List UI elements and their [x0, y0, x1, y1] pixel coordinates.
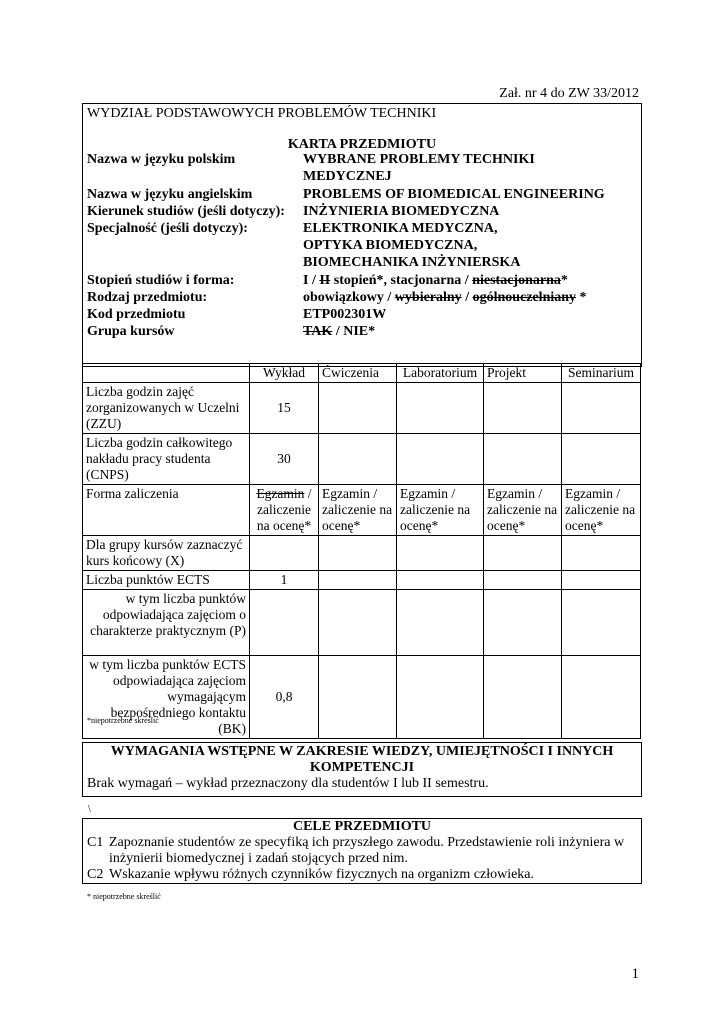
- label-course-group: Grupa kursów: [87, 324, 175, 339]
- value-degree: I / II stopień*, stacjonarna / niestacjonarna*: [303, 273, 568, 288]
- header-seminar: Seminarium: [562, 364, 641, 383]
- table-row: [83, 383, 641, 434]
- cell-form-exercises: Egzamin / zaliczenie na ocenę*: [319, 485, 397, 536]
- label-name-en: Nazwa w języku angielskim: [87, 187, 253, 202]
- faculty-name: WYDZIAŁ PODSTAWOWYCH PROBLEMÓW TECHNIKI: [87, 106, 437, 121]
- header-empty: [83, 364, 250, 383]
- table-row: [83, 590, 641, 656]
- hours-table: [82, 363, 641, 739]
- card-title: KARTA PRZEDMIOTU: [287, 137, 437, 152]
- value-specialty-2: OPTYKA BIOMEDYCZNA,: [303, 238, 478, 253]
- requirements-text: Brak wymagań – wykład przeznaczony dla studentów I lub II semestru.: [87, 776, 489, 791]
- cell-form-laboratory: Egzamin / zaliczenie na ocenę*: [397, 485, 484, 536]
- goal-item: [83, 835, 641, 867]
- course-card-header: [82, 103, 642, 367]
- row-label-zzu: Liczba godzin zajęć zorganizowanych w Uczelni (ZZU): [83, 383, 250, 434]
- table-row: [83, 536, 641, 571]
- requirements-heading: WYMAGANIA WSTĘPNE W ZAKRESIE WIEDZY, UMIEJĘTNOŚCI I INNYCH KOMPETENCJI: [110, 744, 614, 775]
- table-row: [83, 485, 641, 536]
- value-specialty-1: ELEKTRONIKA MEDYCZNA,: [303, 221, 498, 236]
- goals-box: [82, 818, 642, 884]
- label-name-pl: Nazwa w języku polskim: [87, 152, 236, 167]
- table-row: [83, 656, 641, 739]
- cell-form-project: Egzamin / zaliczenie na ocenę*: [484, 485, 562, 536]
- cell-ects-lecture: 1: [250, 571, 319, 590]
- page-number: 1: [631, 966, 639, 982]
- value-name-pl-2: MEDYCZNEJ: [303, 169, 392, 184]
- value-specialty-3: BIOMECHANIKA INŻYNIERSKA: [303, 255, 521, 270]
- header-project: Projekt: [484, 364, 562, 383]
- label-specialty: Specjalność (jeśli dotyczy):: [87, 221, 248, 236]
- table-row: [83, 571, 641, 590]
- row-label-practical: w tym liczba punktów odpowiadająca zajęciom o charakterze praktycznym (P): [83, 590, 250, 656]
- requirements-box: [82, 742, 642, 797]
- header-exercises: Ćwiczenia: [319, 364, 397, 383]
- label-field: Kierunek studiów (jeśli dotyczy):: [87, 204, 285, 219]
- cell-bk-lecture: 0,8: [250, 656, 319, 739]
- value-course-type: obowiązkowy / wybieralny / ogólnouczelniany *: [303, 290, 587, 305]
- table-row: [83, 434, 641, 485]
- goal-item: [83, 867, 641, 883]
- goal-code: C2: [87, 867, 104, 882]
- header-laboratory: Laboratorium: [397, 364, 484, 383]
- value-name-en: PROBLEMS OF BIOMEDICAL ENGINEERING: [303, 187, 605, 202]
- cell-form-lecture: Egzamin / zaliczenie na ocenę*: [250, 485, 319, 536]
- slash-mark: \: [88, 804, 91, 815]
- label-course-type: Rodzaj przedmiotu:: [87, 290, 208, 305]
- table-header-row: [83, 364, 641, 383]
- goals-heading: CELE PRZEDMIOTU: [292, 819, 432, 834]
- label-degree: Stopień studiów i forma:: [87, 273, 235, 288]
- attachment-reference: Zał. nr 4 do ZW 33/2012: [499, 86, 639, 101]
- value-name-pl-1: WYBRANE PROBLEMY TECHNIKI: [303, 152, 535, 167]
- goal-code: C1: [87, 835, 104, 850]
- cell-cnps-lecture: 30: [250, 434, 319, 485]
- value-field: INŻYNIERIA BIOMEDYCZNA: [303, 204, 500, 219]
- row-label-direct-contact: w tym liczba punktów ECTS odpowiadająca zajęciom wymagającym bezpośredniego kontaktu (BK): [83, 656, 250, 739]
- footnote-1: *niepotrzebne skreślić: [87, 716, 159, 725]
- value-course-group: TAK / NIE*: [303, 324, 376, 339]
- header-lecture: Wykład: [250, 364, 319, 383]
- footnote-2: * niepotrzebne skreślić: [87, 892, 161, 901]
- cell-zzu-lecture: 15: [250, 383, 319, 434]
- label-course-code: Kod przedmiotu: [87, 307, 186, 322]
- row-label-group: Dla grupy kursów zaznaczyć kurs końcowy (X): [83, 536, 250, 571]
- goal-text: Wskazanie wpływu różnych czynników fizycznych na organizm człowieka.: [109, 867, 535, 882]
- value-course-code: ETP002301W: [303, 307, 387, 322]
- row-label-ects: Liczba punktów ECTS: [83, 571, 250, 590]
- goal-text: Zapoznanie studentów ze specyfiką ich przyszłego zawodu. Przedstawienie roli inżyniera w inżynierii biomedycznej i zadań stojących przed nim.: [109, 835, 625, 866]
- cell-form-seminar: Egzamin / zaliczenie na ocenę*: [562, 485, 641, 536]
- row-label-cnps: Liczba godzin całkowitego nakładu pracy studenta (CNPS): [83, 434, 250, 485]
- row-label-form: Forma zaliczenia: [83, 485, 250, 536]
